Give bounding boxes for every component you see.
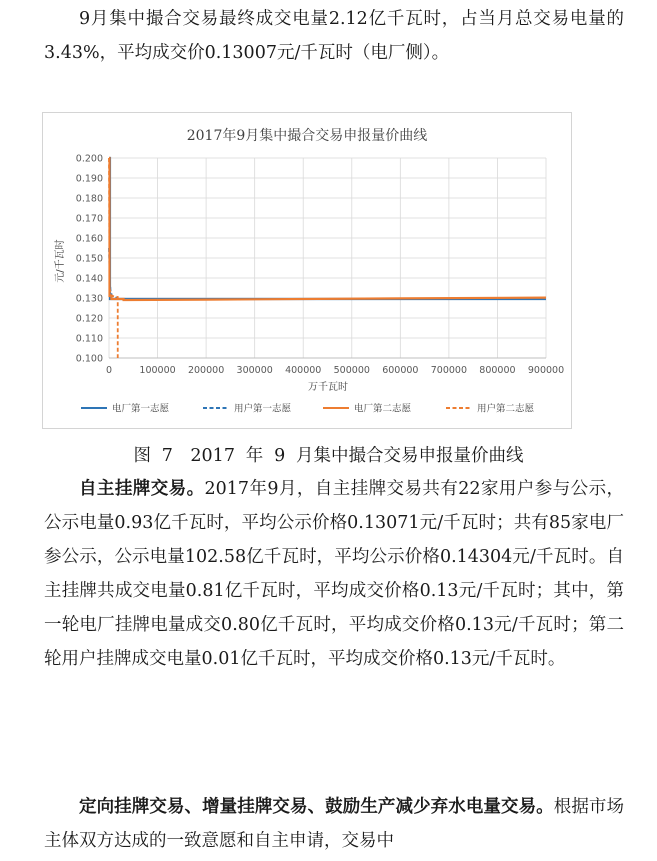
y-tick-label: 0.110 [75,333,103,345]
x-tick-label: 400000 [285,365,322,376]
y-tick-label: 0.180 [75,193,103,205]
tick-layer [76,154,564,377]
series-line [109,158,546,300]
x-axis-title: 万千瓦时 [308,382,348,393]
price-volume-chart [43,113,571,428]
chart-title: 2017年9月集中撮合交易申报量价曲线 [186,128,428,144]
legend-label: 电厂第二志愿 [354,403,412,415]
y-tick-label: 0.160 [75,233,103,245]
legend-label: 电厂第一志愿 [112,403,170,415]
x-tick-label: 900000 [527,365,565,376]
x-tick-label: 700000 [430,365,468,376]
paragraph-directed-listing [44,790,624,858]
paragraph-self-listing [44,472,624,676]
legend-label: 用户第二志愿 [477,403,535,415]
y-tick-label: 0.130 [75,293,103,305]
y-tick-label: 0.150 [75,253,103,265]
y-tick-label: 0.100 [75,353,103,365]
y-tick-label: 0.200 [75,153,103,165]
paragraph-summary: 9月集中撮合交易最终成交电量2.12亿千瓦时，占当月总交易电量的3.43%，平均成交价0.13007元/千瓦时（电厂侧）。 [44,9,624,63]
x-tick-label: 200000 [187,365,225,376]
paragraph-body: 2017年9月，自主挂牌交易共有22家用户参与公示，公示电量0.93亿千瓦时，平均公示价格0.13071元/千瓦时；共有85家电厂参公示，公示电量102.58亿千瓦时，平均公示价格0.14304元/千瓦时。自主挂牌共成交电量0.81亿千瓦时，平均成交价格0.13元/千瓦时；其中，第一轮电厂挂牌电量成交0.80亿千瓦时，平均成交价格0.13元/千瓦时；第二轮用户挂牌成交电量0.01亿千瓦时，平均成交价格0.13元/千瓦时。 [44,479,624,669]
y-tick-label: 0.120 [75,313,103,325]
x-tick-label: 100000 [139,365,176,376]
paragraph-heading: 自主挂牌交易。 [79,479,205,499]
paragraph-heading: 定向挂牌交易、增量挂牌交易、鼓励生产减少弃水电量交易。 [79,797,554,817]
y-tick-label: 0.140 [75,273,103,285]
paragraph-body: 根据市场主体双方达成的一致意愿和自主申请，交易中 [44,797,624,851]
y-axis-title: 元/千瓦时 [55,239,66,283]
grid-layer [109,158,546,358]
x-tick-label: 300000 [236,365,273,376]
legend-label: 用户第一志愿 [234,403,292,415]
y-tick-label: 0.170 [75,213,103,225]
legend [81,403,535,415]
y-tick-label: 0.190 [75,173,103,185]
x-tick-label: 800000 [479,365,516,376]
x-tick-label: 500000 [333,365,370,376]
chart-container [42,112,572,429]
x-tick-label: 600000 [382,365,419,376]
figure-caption: 图 7 2017 年 9 月集中撮合交易申报量价曲线 [133,446,524,466]
x-tick-label: 0 [105,365,113,376]
